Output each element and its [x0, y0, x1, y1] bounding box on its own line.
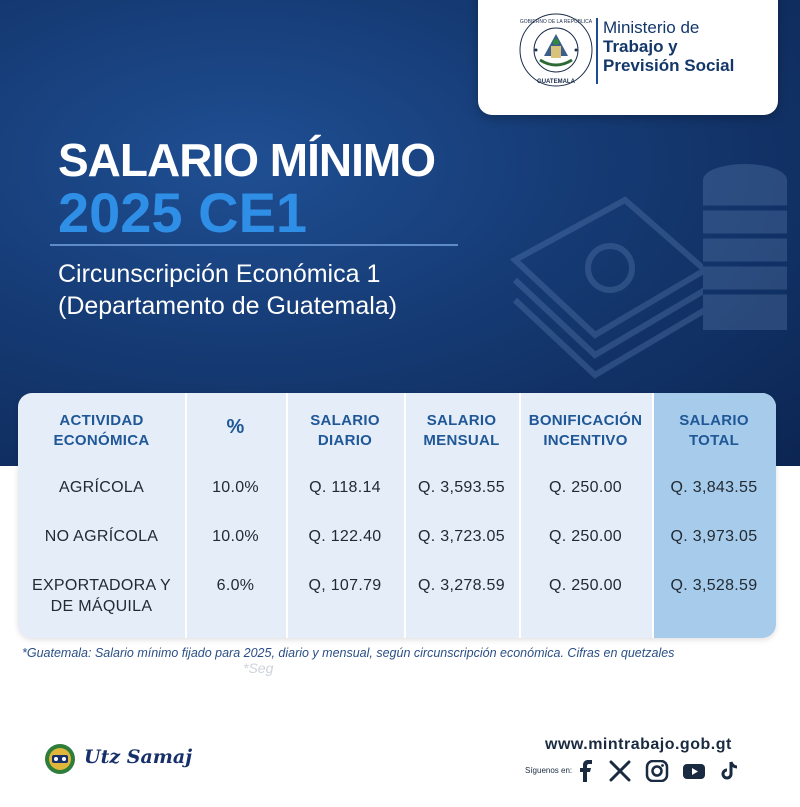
ministry-line-3: Previsión Social — [603, 56, 735, 75]
header-salario-total — [652, 411, 776, 451]
cell-diario: Q. 122.40 — [308, 528, 382, 545]
cell-actividad — [18, 575, 185, 617]
ministry-line-1: Ministerio de — [603, 18, 700, 37]
title-divider — [50, 244, 458, 246]
svg-text:GOBIERNO DE LA REPÚBLICA: GOBIERNO DE LA REPÚBLICA — [519, 19, 593, 25]
header-total-line1: SALARIO — [679, 412, 749, 429]
cell-total: Q. 3,973.05 — [670, 528, 758, 545]
cell-total: Q. 3,843.55 — [670, 479, 758, 496]
cell-porcentaje: 10.0% — [212, 528, 259, 545]
cell-mensual: Q. 3,723.05 — [418, 528, 505, 545]
header-actividad-line1: ACTIVIDAD — [59, 412, 144, 429]
salary-table — [18, 393, 776, 638]
youtube-icon[interactable] — [682, 760, 706, 782]
utz-samaj-icon — [44, 743, 76, 775]
header-total-line2: TOTAL — [688, 432, 740, 449]
tiktok-icon[interactable] — [718, 760, 742, 782]
ministry-name — [603, 18, 734, 75]
subtitle-circunscripcion: Circunscripción Económica 1 — [58, 260, 381, 288]
guatemala-seal-icon — [518, 12, 594, 88]
header-actividad — [18, 411, 185, 451]
cell-actividad: AGRÍCOLA — [58, 479, 145, 496]
header-salario-mensual — [404, 411, 519, 451]
cell-diario: Q, 107.79 — [308, 577, 382, 594]
footnote: *Guatemala: Salario mínimo fijado para 2025, diario y mensual, según circunscripción económica. Cifras en quetzales — [22, 646, 675, 660]
header-bonificacion — [519, 411, 652, 451]
cell-mensual: Q. 3,278.59 — [418, 577, 505, 594]
cell-actividad-line1: EXPORTADORA Y — [31, 577, 172, 594]
header-diario-line1: SALARIO — [310, 412, 380, 429]
cell-total: Q. 3,528.59 — [670, 577, 758, 594]
money-stack-illustration — [505, 150, 795, 380]
brand-name: Utz Samaj — [84, 746, 193, 768]
header-salario-diario — [286, 411, 404, 451]
instagram-icon[interactable] — [645, 760, 669, 782]
header-mensual-line2: MENSUAL — [423, 432, 500, 449]
cell-actividad: NO AGRÍCOLA — [44, 528, 159, 545]
ministry-logo-card — [478, 0, 778, 115]
cell-bonificacion: Q. 250.00 — [549, 479, 622, 496]
cell-porcentaje: 6.0% — [216, 577, 255, 594]
header-mensual-line1: SALARIO — [426, 412, 497, 429]
header-diario-line2: DIARIO — [317, 432, 373, 449]
cell-mensual: Q. 3,593.55 — [418, 479, 505, 496]
title-salario-minimo: SALARIO MÍNIMO — [58, 134, 435, 186]
follow-label: Síguenos en: — [525, 766, 573, 775]
logo-divider — [596, 18, 598, 84]
ministry-line-2: Trabajo y — [603, 37, 678, 56]
utz-samaj-logo — [44, 743, 204, 779]
cell-bonificacion: Q. 250.00 — [549, 577, 622, 594]
cell-porcentaje: 10.0% — [212, 479, 259, 496]
header-bonificacion-line2: INCENTIVO — [543, 432, 628, 449]
cell-diario: Q. 118.14 — [309, 479, 381, 496]
ghost-text: *Seg — [243, 660, 274, 676]
website-link[interactable]: www.mintrabajo.gob.gt — [545, 736, 732, 753]
subtitle-departamento: (Departamento de Guatemala) — [58, 292, 398, 320]
facebook-icon[interactable] — [575, 760, 599, 782]
header-porcentaje: % — [226, 416, 245, 438]
svg-text:GUATEMALA: GUATEMALA — [537, 79, 575, 85]
cell-actividad-line2: DE MÁQUILA — [50, 598, 153, 615]
header-bonificacion-line1: BONIFICACIÓN — [528, 412, 643, 429]
cell-bonificacion: Q. 250.00 — [549, 528, 622, 545]
x-icon[interactable] — [608, 760, 632, 782]
header-actividad-line2: ECONÓMICA — [53, 432, 150, 449]
title-year-ce: 2025 CE1 — [58, 181, 308, 244]
